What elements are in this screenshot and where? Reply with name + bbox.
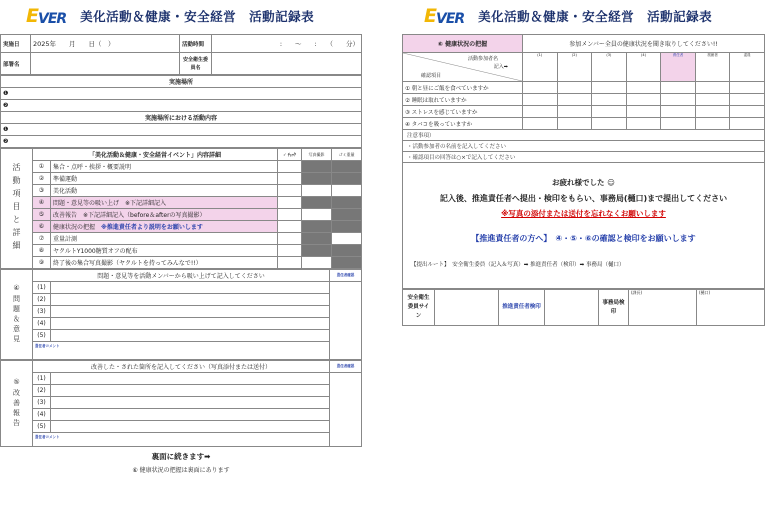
higuchi-field[interactable]: (樋口) <box>697 290 765 326</box>
check-header: ✓ ﾁｪｯｸ <box>278 149 302 161</box>
trash-cell <box>332 209 362 221</box>
question: ② 睡眠は取れていますか <box>403 94 523 106</box>
office-stamp-label: 事務局検印 <box>599 290 629 326</box>
manager-stamp-label: 推進責任者検印 <box>499 290 545 326</box>
thanks-text: お疲れ様でした ☺ <box>552 178 615 187</box>
answer-cell[interactable] <box>592 82 627 94</box>
header-right <box>402 0 765 32</box>
event-item: 準備運動 <box>51 173 278 185</box>
answer-cell[interactable] <box>730 106 765 118</box>
trash-cell[interactable] <box>332 185 362 197</box>
problem-field[interactable] <box>51 282 330 294</box>
row-num: (1) <box>33 282 51 294</box>
answer-cell[interactable] <box>626 94 661 106</box>
notes-title: 注意事項） <box>403 130 765 141</box>
submit-text: 記入後、推進責任者へ提出・検印をもらい、事務局(樋口)まで提出してください <box>439 194 728 203</box>
improve-confirm: 責任者確認 <box>330 361 362 373</box>
date-field[interactable]: 2025年 月 日（ ） <box>31 35 180 53</box>
right-page <box>402 0 765 524</box>
event-item: ヤクルトY1000糖質オフの配布 <box>51 245 278 257</box>
back-note: ⑥ 健康状況の把握は裏面にあります <box>132 467 230 474</box>
event-item: 集合・点呼・挨拶・概要説明 <box>51 161 278 173</box>
ever-logo: E VER <box>424 5 465 27</box>
photo-cell <box>302 221 332 233</box>
improve-table <box>0 360 362 447</box>
row-num: (3) <box>33 306 51 318</box>
left-page <box>0 0 362 524</box>
answer-cell[interactable] <box>730 118 765 130</box>
problem-field[interactable] <box>51 330 330 342</box>
item-num: ① <box>33 161 51 173</box>
row-num: (4) <box>33 318 51 330</box>
answer-cell[interactable] <box>730 82 765 94</box>
manager-stamp-field[interactable] <box>545 290 599 326</box>
continue-note: 裏面に続きます➡ <box>151 452 211 461</box>
event-table <box>0 148 362 269</box>
answer-cell[interactable] <box>695 82 730 94</box>
item-num: ③ <box>33 185 51 197</box>
check-cell[interactable] <box>278 209 302 221</box>
check-cell[interactable] <box>278 221 302 233</box>
answer-cell[interactable] <box>592 106 627 118</box>
check-cell[interactable] <box>278 197 302 209</box>
photo-cell <box>302 161 332 173</box>
item-num: ⑦ <box>33 233 51 245</box>
col-header: 責任者 <box>661 53 696 82</box>
answer-cell[interactable] <box>557 94 592 106</box>
answer-cell[interactable] <box>661 82 696 94</box>
photo-cell <box>302 245 332 257</box>
event-item: 問題・意見等の吸い上げ ※下記詳細記入 <box>51 197 278 209</box>
trash-cell <box>332 245 362 257</box>
page-title: 美化活動＆健康・安全経営 活動記録表 <box>80 9 315 24</box>
safety-field[interactable] <box>212 53 362 75</box>
row-num: (5) <box>33 330 51 342</box>
diagonal-header: 活動参加者名 記入➡ 確認項目 <box>403 53 523 82</box>
col-header: (3) <box>592 53 627 82</box>
health-instruction: 参加メンバー全員の健康状況を聞き取りしてください!! <box>523 35 765 53</box>
col-header: (4) <box>626 53 661 82</box>
row-num: (1) <box>33 373 51 385</box>
event-item: 改善報告 ※下記詳細記入（before＆afterの写真撮影） <box>51 209 278 221</box>
event-side-label: 活動項目と詳細 <box>1 149 33 269</box>
trash-cell <box>332 173 362 185</box>
col-header: 旅館者 <box>695 53 730 82</box>
answer-cell[interactable] <box>661 94 696 106</box>
date-label: 実施日 <box>1 35 31 53</box>
check-cell[interactable] <box>278 257 302 269</box>
col-header: 委員 <box>730 53 765 82</box>
photo-header: 写真撮影 <box>302 149 332 161</box>
content-row-2[interactable]: ❷ <box>1 136 362 148</box>
warning-text: ※写真の添付または送付を忘れなくお願いします <box>501 209 666 218</box>
problem-field[interactable] <box>51 318 330 330</box>
improve-field[interactable] <box>51 421 330 433</box>
photo-cell[interactable] <box>302 185 332 197</box>
event-item: 終了後の集合写真撮影（ヤクルトを持ってみんなで!!） <box>51 257 278 269</box>
answer-cell[interactable] <box>661 118 696 130</box>
time-label: 活動時間 <box>180 35 212 53</box>
item-num: ② <box>33 173 51 185</box>
manager-note: 【推進責任者の方へ】 ④・⑤・⑥の確認と検印をお願いします <box>471 234 696 243</box>
answer-cell[interactable] <box>592 118 627 130</box>
kacho-field[interactable]: (課長) <box>629 290 697 326</box>
trash-cell <box>332 161 362 173</box>
row-num: (2) <box>33 294 51 306</box>
event-item: 重量計測 <box>51 233 278 245</box>
safety-sign-label: 安全衛生委員サイン <box>403 290 435 326</box>
check-cell[interactable] <box>278 233 302 245</box>
answer-cell[interactable] <box>695 106 730 118</box>
item-num: ⑨ <box>33 257 51 269</box>
answer-cell[interactable] <box>523 94 558 106</box>
photo-cell[interactable] <box>302 257 332 269</box>
item-num: ⑥ <box>33 221 51 233</box>
row-num: (2) <box>33 385 51 397</box>
answer-cell[interactable] <box>523 82 558 94</box>
instructions-box <box>402 163 765 289</box>
improve-side-label: ⑤改善報告 <box>1 361 33 447</box>
trash-cell <box>332 221 362 233</box>
answer-cell[interactable] <box>661 106 696 118</box>
safety-label: 安全衛生委員名 <box>180 53 212 75</box>
photo-cell[interactable] <box>302 209 332 221</box>
question: ① 朝と昼にご飯を食べていますか <box>403 82 523 94</box>
problems-stamp[interactable] <box>330 282 362 360</box>
answer-cell[interactable] <box>730 94 765 106</box>
ever-logo: E VER <box>26 5 67 27</box>
improve-field[interactable] <box>51 409 330 421</box>
sign-table <box>402 289 765 326</box>
problems-side-label: ④問題＆意見 <box>1 270 33 360</box>
note-2: ・確認項目の回答は○×で記入してください <box>403 152 765 163</box>
event-item: 美化活動 <box>51 185 278 197</box>
answer-cell[interactable] <box>557 82 592 94</box>
time-field[interactable]: : ～ : （ 分） <box>212 35 362 53</box>
dept-label: 部署名 <box>1 53 31 75</box>
note-1: ・活動参加者の名前を記入してください <box>403 141 765 152</box>
answer-cell[interactable] <box>557 118 592 130</box>
trash-cell[interactable] <box>332 233 362 245</box>
row-num: (4) <box>33 409 51 421</box>
answer-cell[interactable] <box>626 106 661 118</box>
trash-header: ゴミ重量 <box>332 149 362 161</box>
item-num: ⑤ <box>33 209 51 221</box>
dept-field[interactable] <box>31 53 180 75</box>
place-header: 実施場所 <box>1 76 362 88</box>
photo-cell <box>302 233 332 245</box>
header-left <box>0 0 362 32</box>
health-table <box>402 34 765 163</box>
safety-sign-field[interactable] <box>435 290 499 326</box>
improve-field[interactable] <box>51 385 330 397</box>
improve-field[interactable] <box>51 373 330 385</box>
improve-stamp[interactable] <box>330 373 362 447</box>
item-num: ④ <box>33 197 51 209</box>
answer-cell[interactable] <box>695 94 730 106</box>
answer-cell[interactable] <box>695 118 730 130</box>
check-cell[interactable] <box>278 245 302 257</box>
question: ③ ストレスを感じていますか <box>403 106 523 118</box>
info-table <box>0 34 362 75</box>
problem-field[interactable] <box>51 306 330 318</box>
answer-cell[interactable] <box>523 106 558 118</box>
photo-cell <box>302 173 332 185</box>
row-num: (3) <box>33 397 51 409</box>
problem-field[interactable] <box>51 294 330 306</box>
photo-cell <box>302 197 332 209</box>
answer-cell[interactable] <box>557 106 592 118</box>
question: ④ タバコを吸っていますか <box>403 118 523 130</box>
check-cell[interactable] <box>278 185 302 197</box>
item-num: ⑧ <box>33 245 51 257</box>
content-header: 実施場所における活動内容 <box>1 112 362 124</box>
answer-cell[interactable] <box>523 118 558 130</box>
row-num: (5) <box>33 421 51 433</box>
page-title: 美化活動＆健康・安全経営 活動記録表 <box>478 9 713 24</box>
place-table <box>0 75 362 148</box>
submit-route: 【提出ルート】 安全衛生委員（記入＆写真）➡ 推進責任者（検印）➡ 事務局（樋口） <box>411 262 625 268</box>
event-header: 「美化活動＆健康・安全経営イベント」内容詳細 <box>33 149 278 161</box>
answer-cell[interactable] <box>626 82 661 94</box>
trash-cell <box>332 197 362 209</box>
answer-cell[interactable] <box>592 94 627 106</box>
event-item: 健康状況の把握 ※推進責任者より説明をお願いします <box>51 221 278 233</box>
problems-comment-label: 責任者コメント <box>35 344 60 348</box>
col-header: (1) <box>523 53 558 82</box>
content-row-1[interactable]: ❶ <box>1 124 362 136</box>
problems-table <box>0 269 362 360</box>
problems-confirm: 責任者確認 <box>330 270 362 282</box>
improve-comment-label: 責任者コメント <box>35 435 60 439</box>
problems-header: 問題・意見等を活動メンバーから吸い上げて記入してください <box>33 270 330 282</box>
check-cell[interactable] <box>278 161 302 173</box>
place-row-2[interactable]: ❷ <box>1 100 362 112</box>
improve-field[interactable] <box>51 397 330 409</box>
place-row-1[interactable]: ❶ <box>1 88 362 100</box>
check-cell[interactable] <box>278 173 302 185</box>
improve-header: 改善した・された箇所を記入してください（写真添付または送付） <box>33 361 330 373</box>
col-header: (2) <box>557 53 592 82</box>
health-title: ⑥ 健康状況の把握 <box>403 35 523 53</box>
answer-cell[interactable] <box>626 118 661 130</box>
trash-cell <box>332 257 362 269</box>
